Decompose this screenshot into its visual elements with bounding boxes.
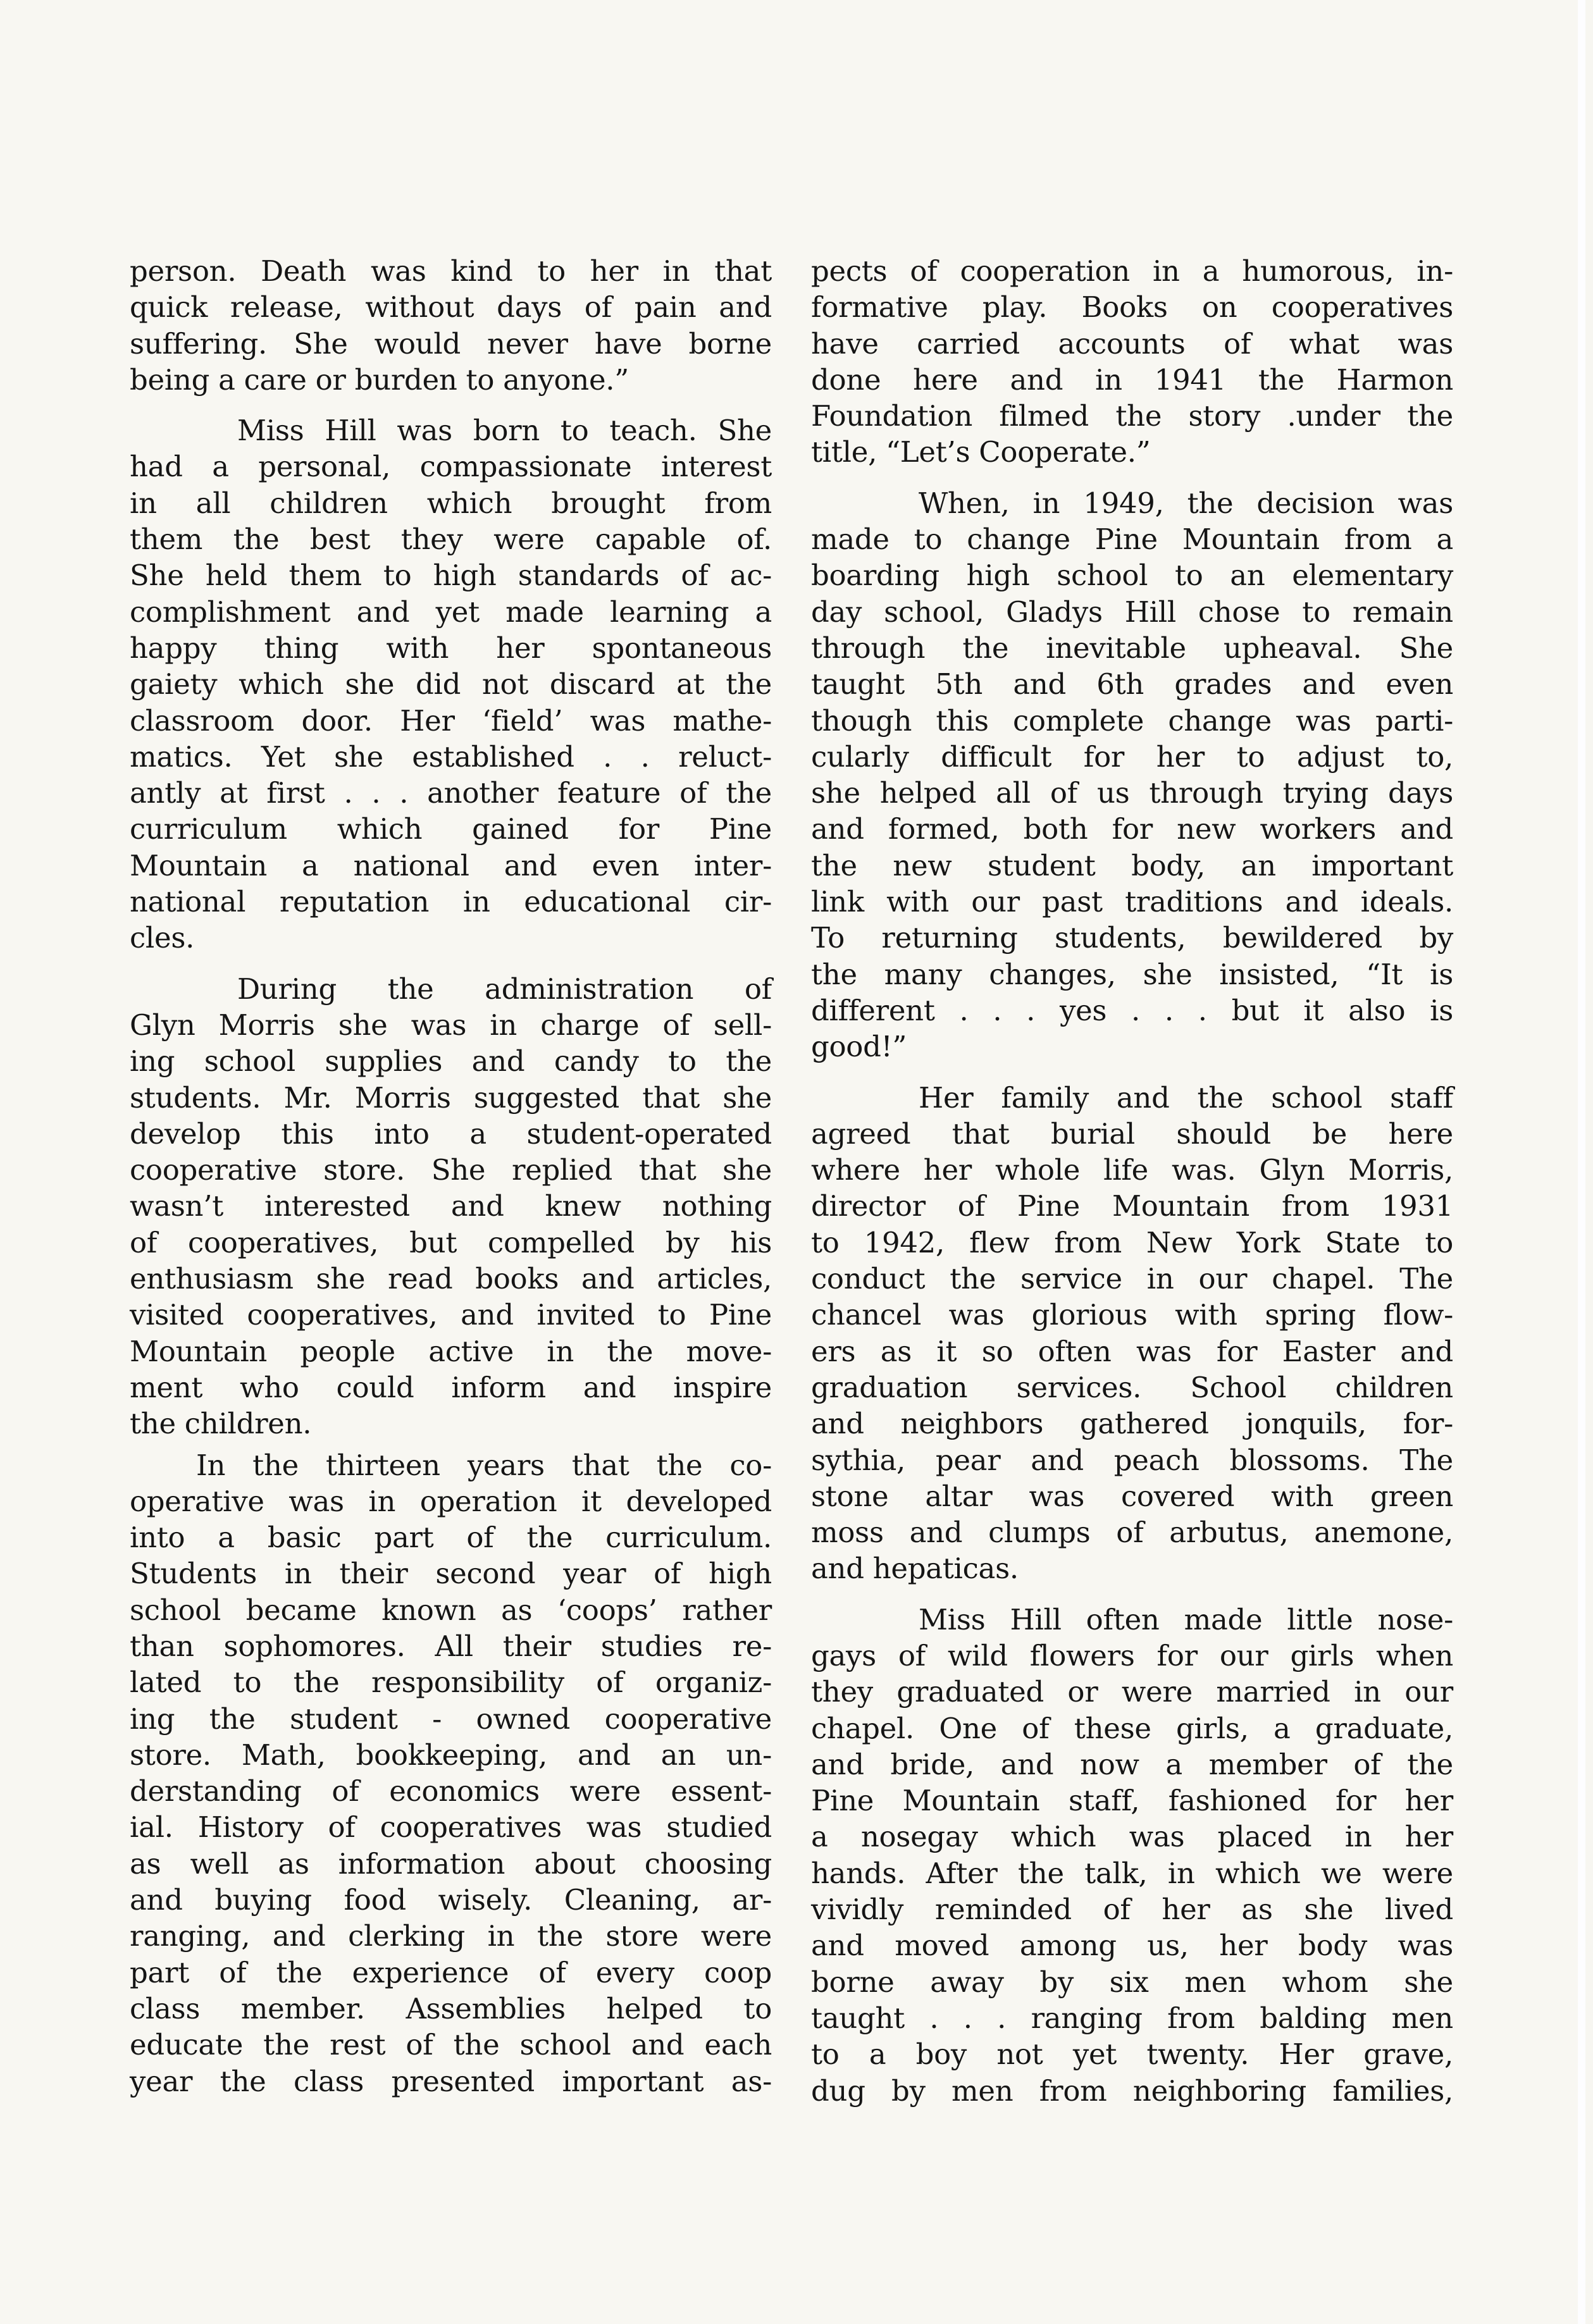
text-line: person. Death was kind to her in that (130, 254, 772, 288)
text-line: as well as information about choosing (130, 1846, 772, 1881)
text-line: they graduated or were married in our (811, 1675, 1453, 1709)
text-line: gays of wild flowers for our girls when (811, 1638, 1453, 1672)
paragraph-gap (811, 1065, 1453, 1080)
text-line: agreed that burial should be here (811, 1116, 1453, 1151)
paragraph-gap (811, 471, 1453, 485)
text-line: boarding high school to an elementary (811, 559, 1453, 593)
text-line: ing the student - owned cooperative (130, 1702, 772, 1736)
paragraph-thirteen-years (130, 1447, 772, 2099)
text-line: educate the rest of the school and each (130, 2028, 772, 2062)
paragraph-born-to-teach (130, 412, 772, 956)
text-line: wasn’t interested and knew nothing (130, 1189, 772, 1223)
text-line: vividly reminded of her as she lived (811, 1893, 1453, 1927)
text-line: moss and clumps of arbutus, anemone, (811, 1516, 1453, 1550)
text-line: store. Math, bookkeeping, and an un- (130, 1738, 772, 1772)
paragraph-gap (130, 956, 772, 971)
text-line: conduct the service in our chapel. The (811, 1262, 1453, 1296)
text-line: the children. (130, 1407, 312, 1441)
text-line: curriculum which gained for Pine (130, 812, 772, 846)
text-line: ing school supplies and candy to the (130, 1044, 772, 1079)
text-line: Foundation filmed the story .under the (811, 399, 1453, 433)
text-line: and neighbors gathered jonquils, for- (811, 1407, 1453, 1441)
text-line: them the best they were capable of. (130, 522, 772, 557)
text-line: formative play. Books on cooperatives (811, 290, 1453, 324)
text-line: and buying food wisely. Cleaning, ar- (130, 1883, 772, 1917)
text-line: Miss Hill was born to teach. She (237, 414, 772, 448)
text-line: cularly difficult for her to adjust to, (811, 739, 1453, 774)
text-line: ment who could inform and inspire (130, 1370, 772, 1404)
text-line: stone altar was covered with green (811, 1479, 1453, 1513)
text-line: link with our past traditions and ideals. (811, 885, 1453, 919)
text-line: school became known as ‘coops’ rather (130, 1593, 772, 1627)
text-line: taught . . . ranging from balding men (811, 2001, 1453, 2035)
text-line: Her family and the school staff (919, 1080, 1453, 1115)
text-line: antly at first . . . another feature of the (130, 776, 772, 810)
text-line: ial. History of cooperatives was studied (130, 1810, 772, 1845)
page-edge (1578, 0, 1585, 2324)
text-line: of cooperatives, but compelled by his (130, 1225, 772, 1259)
text-line: When, in 1949, the decision was (919, 486, 1453, 520)
text-line: gaiety which she did not discard at the (130, 667, 772, 702)
text-line: good!” (811, 1030, 907, 1064)
text-line: borne away by six men whom she (811, 1965, 1453, 1999)
text-line: and hepaticas. (811, 1552, 1019, 1586)
text-line: cles. (130, 921, 195, 955)
text-line: hands. After the talk, in which we were (811, 1856, 1453, 1890)
text-line: She held them to high standards of ac- (130, 559, 772, 593)
text-line: ers as it so often was for Easter and (811, 1334, 1453, 1368)
text-line: national reputation in educational cir- (130, 885, 772, 919)
paragraph-cooperation-play (811, 253, 1453, 471)
text-line: year the class presented important as- (130, 2064, 772, 2098)
text-line: graduation services. School children (811, 1370, 1453, 1404)
text-line: In the thirteen years that the co- (196, 1448, 772, 1482)
text-line: lated to the responsibility of organiz- (130, 1666, 772, 1700)
left-column (130, 253, 772, 2099)
text-line: sythia, pear and peach blossoms. The (811, 1443, 1453, 1477)
text-line: Glyn Morris she was in charge of sell- (130, 1008, 772, 1042)
text-line: done here and in 1941 the Harmon (811, 362, 1453, 397)
text-line: matics. Yet she established . . reluct- (130, 739, 772, 774)
text-line: To returning students, bewildered by (811, 921, 1453, 955)
text-line: and moved among us, her body was (811, 1929, 1453, 1963)
text-line: part of the experience of every coop (130, 1955, 772, 1989)
text-line: complishment and yet made learning a (130, 595, 772, 629)
paragraph-nosegays (811, 1602, 1453, 2109)
text-line: taught 5th and 6th grades and even (811, 667, 1453, 702)
text-line: chancel was glorious with spring flow- (811, 1298, 1453, 1332)
text-line: a nosegay which was placed in her (811, 1820, 1453, 1854)
text-line: than sophomores. All their studies re- (130, 1629, 772, 1663)
text-line: dug by men from neighboring families, (811, 2074, 1453, 2108)
paragraph-gap (130, 398, 772, 412)
text-line: happy thing with her spontaneous (130, 631, 772, 665)
text-line: ranging, and clerking in the store were (130, 1919, 772, 1953)
text-line: and bride, and now a member of the (811, 1747, 1453, 1781)
text-line: cooperative store. She replied that she (130, 1153, 772, 1187)
paragraph-gap (811, 1587, 1453, 1602)
text-line: into a basic part of the curriculum. (130, 1521, 772, 1555)
text-line: students. Mr. Morris suggested that she (130, 1080, 772, 1115)
text-line: classroom door. Her ‘field’ was mathe- (130, 703, 772, 738)
text-line: derstanding of economics were essent- (130, 1774, 772, 1808)
text-line: made to change Pine Mountain from a (811, 522, 1453, 557)
text-line: to 1942, flew from New York State to (811, 1225, 1453, 1259)
text-line: During the administration of (237, 972, 772, 1006)
text-line: though this complete change was parti- (811, 703, 1453, 738)
paragraph-1949-decision (811, 485, 1453, 1065)
text-line: Pine Mountain staff, fashioned for her (811, 1784, 1453, 1818)
text-line: Mountain people active in the move- (130, 1334, 772, 1368)
text-line: operative was in operation it developed (130, 1484, 772, 1518)
paragraph-death-release (130, 253, 772, 398)
text-line: suffering. She would never have borne (130, 326, 772, 361)
text-line: class member. Assemblies helped to (130, 1991, 772, 2025)
text-line: being a care or burden to anyone.” (130, 362, 629, 397)
text-line: the many changes, she insisted, “It is (811, 957, 1453, 991)
text-line: and formed, both for new workers and (811, 812, 1453, 846)
text-line: through the inevitable upheaval. She (811, 631, 1453, 665)
text-line: where her whole life was. Glyn Morris, (811, 1153, 1453, 1187)
text-line: director of Pine Mountain from 1931 (811, 1189, 1453, 1223)
text-line: Miss Hill often made little nose- (919, 1602, 1453, 1636)
text-line: the new student body, an important (811, 848, 1453, 882)
text-line: Students in their second year of high (130, 1557, 772, 1591)
text-line: day school, Gladys Hill chose to remain (811, 595, 1453, 629)
text-line: quick release, without days of pain and (130, 290, 772, 324)
paragraph-burial (811, 1080, 1453, 1587)
right-column (811, 253, 1453, 2109)
text-line: different . . . yes . . . but it also is (811, 993, 1453, 1027)
text-line: to a boy not yet twenty. Her grave, (811, 2037, 1453, 2072)
text-line: Mountain a national and even inter- (130, 848, 772, 882)
paragraph-glyn-morris-store (130, 971, 772, 1442)
text-line: chapel. One of these girls, a graduate, (811, 1711, 1453, 1745)
text-line: in all children which brought from (130, 486, 772, 520)
paragraph-gap (130, 1442, 772, 1447)
text-line: she helped all of us through trying days (811, 776, 1453, 810)
text-line: had a personal, compassionate interest (130, 450, 772, 484)
text-line: title, “Let’s Cooperate.” (811, 435, 1151, 469)
text-line: develop this into a student-operated (130, 1116, 772, 1151)
text-line: visited cooperatives, and invited to Pine (130, 1298, 772, 1332)
text-line: pects of cooperation in a humorous, in- (811, 254, 1453, 288)
text-line: enthusiasm she read books and articles, (130, 1262, 772, 1296)
text-line: have carried accounts of what was (811, 326, 1453, 361)
